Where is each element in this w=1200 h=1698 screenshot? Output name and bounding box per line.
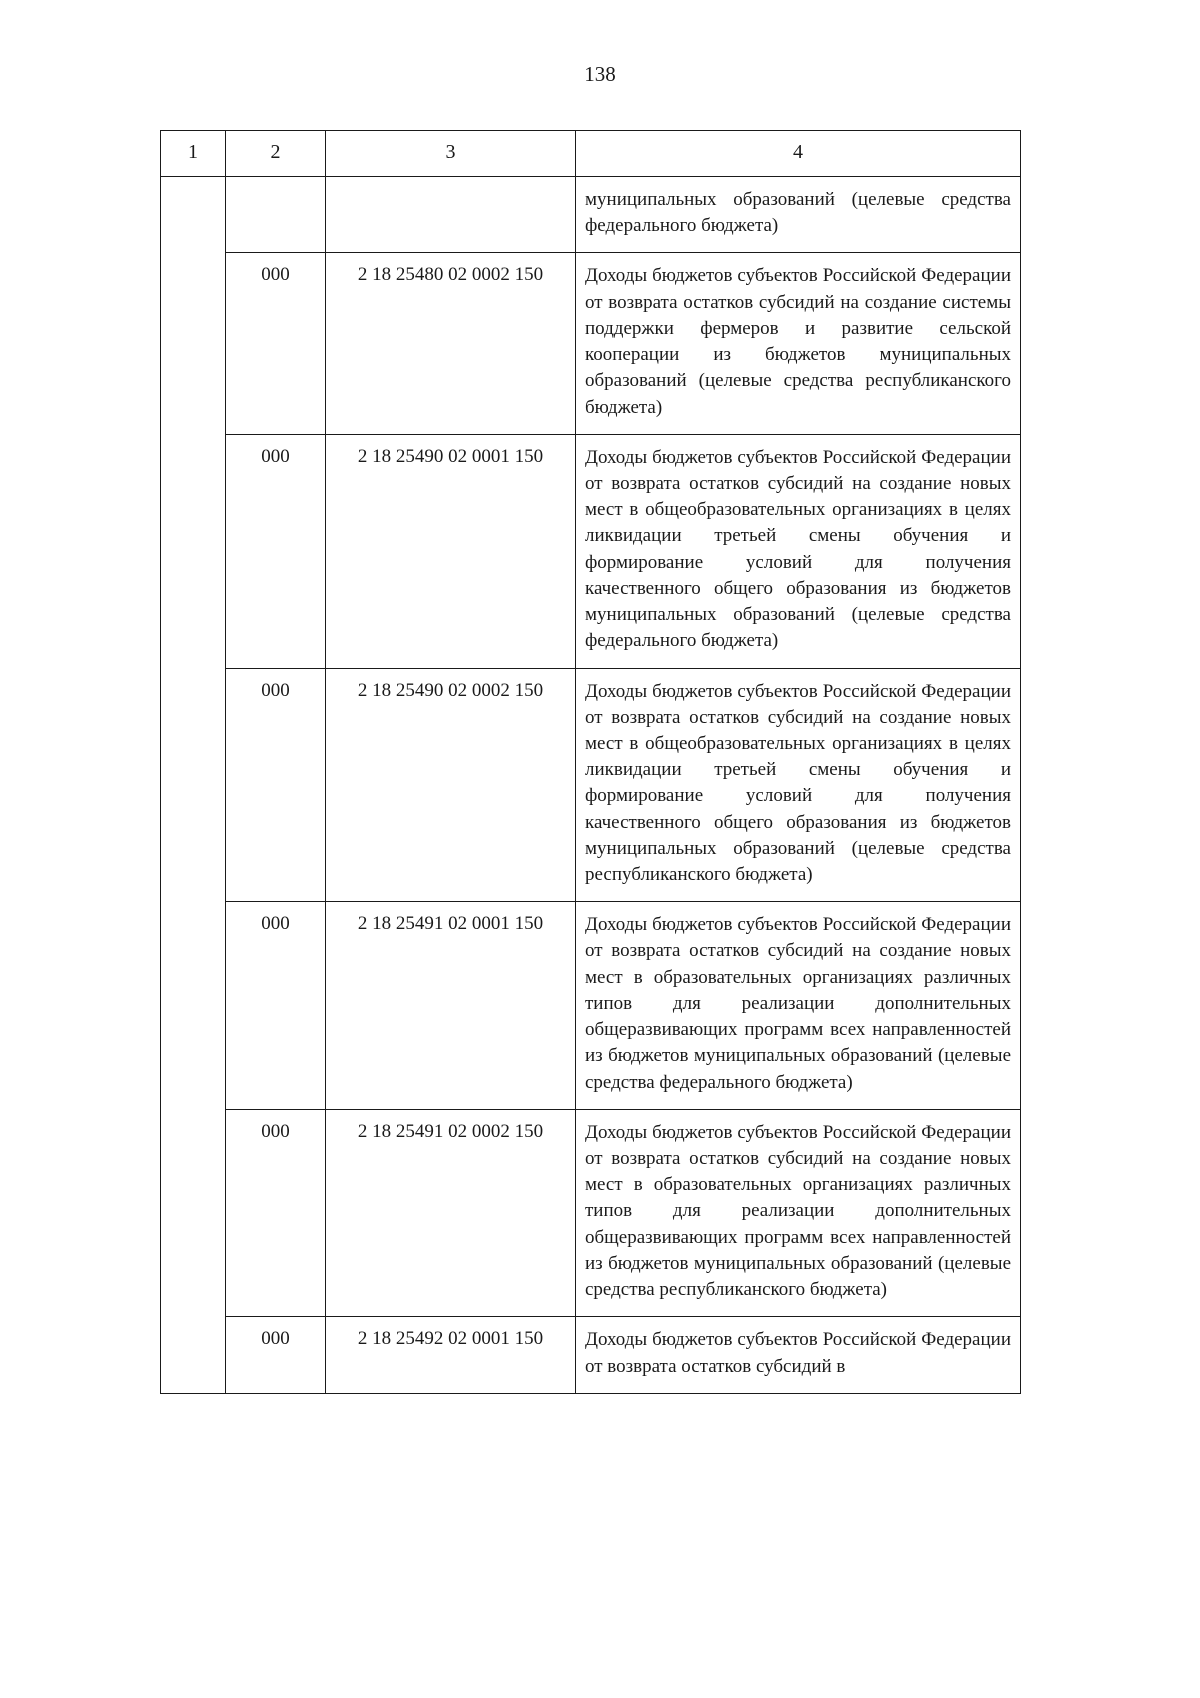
description-cell: Доходы бюджетов субъектов Российской Федерации от возврата остатков субсидий на создание системы поддержки фермеров и развитие сельской кооперации из бюджетов муниципальных образований (целевые средства республиканского бюджета) [576,253,1021,434]
description-cell: Доходы бюджетов субъектов Российской Федерации от возврата остатков субсидий на создание новых мест в образовательных организациях различных типов для реализации дополнительных общеразвивающих программ всех направленностей из бюджетов муниципальных образований (целевые средства республиканского бюджета) [576,1109,1021,1317]
admin-code-cell: 000 [226,434,326,668]
table-row [161,902,1021,1110]
description-cell: Доходы бюджетов субъектов Российской Федерации от возврата остатков субсидий на создание новых мест в общеобразовательных организациях в целях ликвидации третьей смены обучения и формирование условий для получения качественного общего образования из бюджетов муниципальных образований (целевые средства республиканского бюджета) [576,668,1021,902]
column-header-2: 2 [226,131,326,177]
admin-code-cell: 000 [226,1317,326,1393]
description-cell: муниципальных образований (целевые средства федерального бюджета) [576,177,1021,253]
description-cell: Доходы бюджетов субъектов Российской Федерации от возврата остатков субсидий на создание новых мест в образовательных организациях различных типов для реализации дополнительных общеразвивающих программ всех направленностей из бюджетов муниципальных образований (целевые средства федерального бюджета) [576,902,1021,1110]
admin-code-cell: 000 [226,1109,326,1317]
table-header-row [161,131,1021,177]
admin-code-cell: 000 [226,902,326,1110]
kbk-code-cell: 2 18 25492 02 0001 150 [326,1317,576,1393]
kbk-code-cell: 2 18 25491 02 0002 150 [326,1109,576,1317]
kbk-code-cell: 2 18 25491 02 0001 150 [326,902,576,1110]
table-row [161,1317,1021,1393]
table-row [161,253,1021,434]
table-row [161,1109,1021,1317]
description-cell: Доходы бюджетов субъектов Российской Федерации от возврата остатков субсидий в [576,1317,1021,1393]
table-row [161,434,1021,668]
kbk-code-cell: 2 18 25480 02 0002 150 [326,253,576,434]
kbk-code-cell: 2 18 25490 02 0001 150 [326,434,576,668]
admin-code-cell: 000 [226,668,326,902]
page-number: 138 [584,62,616,86]
kbk-code-cell [326,177,576,253]
table-row [161,177,1021,253]
budget-codes-table [160,130,1021,1394]
column-header-4: 4 [576,131,1021,177]
admin-code-cell [226,177,326,253]
table-row [161,668,1021,902]
column1-empty-cell [161,177,226,1394]
column-header-3: 3 [326,131,576,177]
description-cell: Доходы бюджетов субъектов Российской Федерации от возврата остатков субсидий на создание новых мест в общеобразовательных организациях в целях ликвидации третьей смены обучения и формирование условий для получения качественного общего образования из бюджетов муниципальных образований (целевые средства федерального бюджета) [576,434,1021,668]
kbk-code-cell: 2 18 25490 02 0002 150 [326,668,576,902]
admin-code-cell: 000 [226,253,326,434]
column-header-1: 1 [161,131,226,177]
